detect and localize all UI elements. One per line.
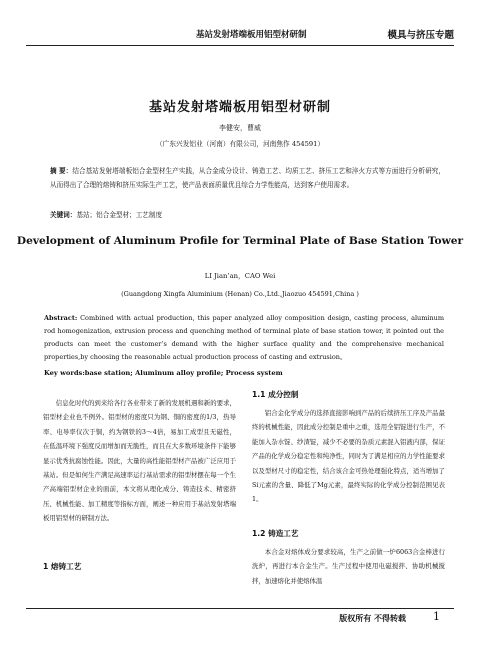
running-header-section: 模具与挤压专题: [387, 30, 454, 41]
intro-paragraph: [43, 396, 236, 526]
footer-copyright: 版权所有 不得转载: [339, 613, 406, 623]
abstract-en-text: Combined with actual production, this paper analyzed alloy composition design, casting process, aluminum rod homogenization, extrusion process and quenching method of terminal plate of base station tower, it pointed out the products can meet the customer’s demand with the higher surface quality and the comprehensive mechanical properties,by choosing the reasonable actual production process of casting and extrusion。: [44, 314, 444, 361]
keywords-en-text: base station; Aluminum alloy profile; Process system: [84, 369, 283, 377]
section-1-2-text: 本合金对熔体成分要求较高，生产之前做一炉6063合金棒进行洗炉，再进行本合金生产。生产过程中使用电磁搅拌、协助机械搅拌，加速熔化并使熔体温: [252, 548, 445, 585]
authors-cn: 李健安，曹威: [219, 124, 261, 132]
running-header-title: 基站发射塔端板用铝型材研制: [196, 30, 307, 40]
section-1-2-body: [252, 545, 445, 588]
abstract-cn: [50, 164, 445, 192]
section-1-1-body: [252, 406, 445, 507]
keywords-cn: [50, 209, 445, 219]
keywords-cn-label: 关键词：: [50, 211, 77, 219]
page-number: 1: [433, 610, 440, 623]
affiliation-cn: （广东兴发铝业（河南）有限公司，河南焦作 454591）: [155, 140, 325, 148]
abstract-cn-text: 结合基站发射塔端板铝合金型材生产实践，从合金成分设计、铸造工艺、均质工艺、挤压工艺和淬火方式等方面进行分析研究，从而得出了合理的熔铸和挤压实际生产工艺，使产品表面质量优且综合力学性能高，达到客户使用需求。: [50, 167, 445, 189]
section-1-2-heading: 1.2 铸造工艺: [252, 529, 299, 538]
abstract-cn-label: 摘 要：: [50, 167, 73, 175]
intro-text: 信息化时代的到来给各行各业带来了新的发展机遇和新的要求，铝型材企业也不例外。铝型材的密度只为钢、铜的密度的1/3，热导率、电导率仅次于铜，约为钢铁的3～4倍，易加工成型且无磁性，在低温环境下强度反而增加而无脆性，而且在大多数环境条件下能够显示优秀抗腐蚀性能。因此，大量的高性能铝型材产品被广泛应用于基站。但是如何生产满足高速率运行基站需求的铝型材摆在每一个生产高端铝型材企业的面前，本文将从理化成分、铸造技术、精密挤压、机械性能、加工精度等指标方面，阐述一种应用于基站发射塔端板用铝型材的研制方法。: [43, 399, 236, 523]
abstract-en: [44, 312, 444, 364]
keywords-en-label: Key words:: [44, 369, 85, 377]
footer-rule: [26, 608, 454, 609]
section-1-1-heading: 1.1 成分控制: [252, 390, 299, 399]
abstract-en-label: Abstract:: [44, 314, 78, 322]
section-1-1-text: 铝合金化学成分的选择直接影响到产品的后续挤压工序及产品最终的机械性能，因此成分控制是重中之重，选用全铝锭进行生产，不能加入杂水锭、纱渣锭，减少不必要的杂质元素混入铝液内部，保证产品的化学成分稳定性和纯净性，同时为了满足相应的力学性能要求以及型材尺寸的稳定性，结合该合金可热处理强化特点，适当增加了Si元素的含量、降低了Mg元素，最终实际的化学成分控制范围见表1。: [252, 409, 445, 504]
paper-title-cn: 基站发射塔端板用铝型材研制: [148, 100, 331, 115]
keywords-cn-text: 基站；铝合金型材；工艺制度: [76, 211, 163, 219]
authors-en: LI Jian’an，CAO Wei: [204, 272, 276, 280]
affiliation-en: (Guangdong Xingfa Aluminium (Henan) Co.,Ltd.,Jiaozuo 454591,China ): [121, 290, 359, 298]
keywords-en: [44, 369, 444, 377]
paper-title-en: Development of Aluminum Profile for Terminal Plate of Base Station Tower: [16, 235, 464, 247]
section-1-heading: 1 熔铸工艺: [43, 562, 82, 571]
header-rule: [26, 45, 454, 46]
